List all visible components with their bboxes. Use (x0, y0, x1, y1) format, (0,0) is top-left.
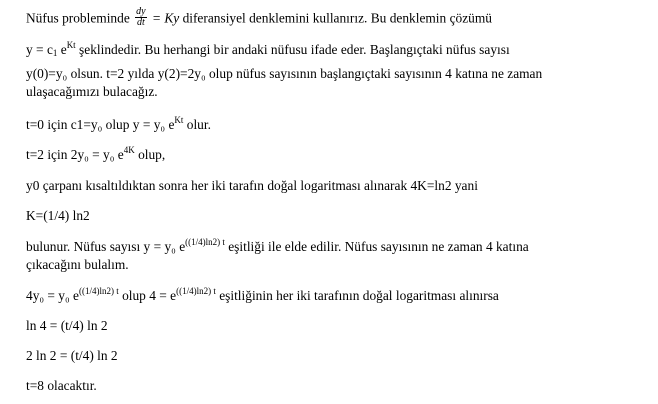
step-k-value: K=(1/4) ln2 (26, 208, 90, 223)
step-2ln2: 2 ln 2 = (t/4) ln 2 (26, 348, 118, 363)
fraction-numerator: dy (136, 6, 146, 17)
exponent: 4K (123, 145, 135, 155)
step-result: t=8 olacaktır. (26, 378, 97, 393)
intro-text-start: Nüfus probleminde (26, 10, 130, 26)
step-ln4: ln 4 = (t/4) ln 2 (26, 318, 108, 333)
exponent: ((1/4)ln2) t (78, 286, 119, 296)
solution-text: y = c (26, 42, 53, 57)
solution-line-1 (26, 41, 510, 58)
derivative-fraction (135, 7, 146, 28)
step-text: bulunur. Nüfus sayısı y = y₀ e (26, 239, 186, 254)
step-four-times (26, 287, 499, 304)
step-text: eşitliğinin her iki tarafının doğal logaritması alınırsa (215, 288, 499, 303)
step-t2 (26, 146, 165, 163)
step-text: olup 4 = e (118, 288, 177, 303)
step-text: 4y₀ = y₀ e (26, 288, 79, 303)
step-t0 (26, 116, 211, 133)
step-text: eşitliği ile elde edilir. Nüfus sayısının ne zaman 4 katına (224, 239, 529, 254)
step-log: y0 çarpanı kısaltıldıktan sonra her iki tarafın doğal logaritması alınarak 4K=ln2 yani (26, 178, 478, 193)
fraction-denominator: dt (136, 17, 145, 28)
intro-text-end: diferansiyel denklemini kullanırız. Bu denklemin çözümü (182, 10, 492, 26)
intro-paragraph (26, 6, 492, 30)
step-text: olur. (183, 117, 211, 132)
exponent: ((1/4)ln2) t (185, 237, 225, 247)
exponent: Kt (66, 40, 76, 50)
step-text: t=2 için 2y₀ = y₀ e (26, 147, 124, 162)
exponent: Kt (174, 115, 184, 125)
step-text: olup, (134, 147, 166, 162)
solution-line-2: y(0)=y₀ olsun. t=2 yılda y(2)=2y₀ olup nüfus sayısının başlangıçtaki sayısının 4 katına ne zaman (26, 66, 543, 81)
subscript: 1 (52, 48, 58, 58)
solution-line-3: ulaşacağımızı bulacağız. (26, 84, 158, 99)
step-population-line-1 (26, 238, 529, 255)
equation-rest: = Ky (151, 10, 180, 26)
exponent: ((1/4)ln2) t (176, 286, 216, 296)
solution-text: şeklindedir. Bu herhangi bir andaki nüfusu ifade eder. Başlangıçtaki nüfus sayısı (75, 42, 510, 57)
step-text: t=0 için c1=y₀ olup y = y₀ e (26, 117, 175, 132)
solution-text: e (57, 42, 67, 57)
step-population-line-2: çıkacağını bulalım. (26, 257, 129, 272)
